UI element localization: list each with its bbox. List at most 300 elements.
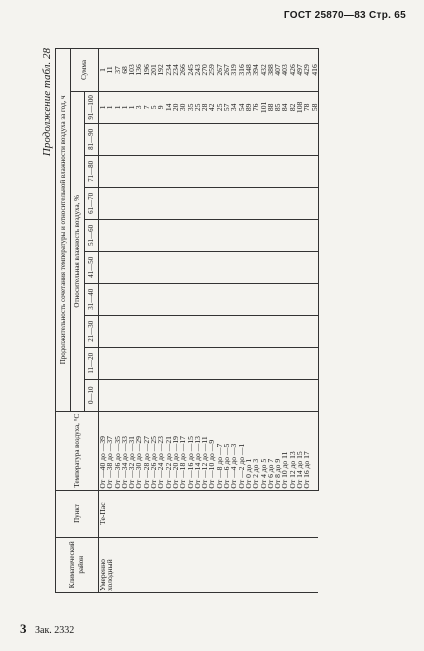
value-cell xyxy=(216,123,223,155)
sum-cell: 429 xyxy=(303,49,310,92)
temperature-cell: От —22 до —21 xyxy=(165,411,172,490)
value-cell xyxy=(238,219,245,251)
value-cell xyxy=(216,251,223,283)
value-cell xyxy=(260,379,267,411)
value-cell xyxy=(128,379,135,411)
value-cell xyxy=(165,219,172,251)
value-cell xyxy=(208,155,215,187)
header-temperature: Температура воздуха, °С xyxy=(56,411,99,490)
sum-cell: 267 xyxy=(223,49,230,92)
value-cell xyxy=(99,251,107,283)
sum-cell: 196 xyxy=(143,49,150,92)
value-cell xyxy=(165,123,172,155)
sum-cell: 394 xyxy=(252,49,259,92)
value-cell xyxy=(223,315,230,347)
value-cell xyxy=(311,347,319,379)
table-continuation-label: Продолжение табл. 28 xyxy=(41,48,53,157)
value-cell xyxy=(143,219,150,251)
value-cell xyxy=(187,155,194,187)
value-cell xyxy=(216,187,223,219)
value-cell: 42 xyxy=(208,91,215,123)
value-cell xyxy=(157,187,164,219)
value-cell xyxy=(281,347,288,379)
value-cell xyxy=(165,283,172,315)
sum-cell: 68 xyxy=(121,49,128,92)
value-cell xyxy=(150,251,157,283)
value-cell xyxy=(194,283,201,315)
value-cell xyxy=(281,187,288,219)
value-cell xyxy=(245,187,252,219)
value-cell xyxy=(281,155,288,187)
page-number: 3 xyxy=(20,621,27,636)
value-cell: 78 xyxy=(303,91,310,123)
header-humidity-range: 51—60 xyxy=(85,219,99,251)
value-cell xyxy=(296,155,303,187)
value-cell xyxy=(179,347,186,379)
value-cell xyxy=(194,379,201,411)
value-cell xyxy=(143,123,150,155)
value-cell xyxy=(143,187,150,219)
value-cell xyxy=(128,347,135,379)
value-cell xyxy=(201,347,208,379)
value-cell: 34 xyxy=(230,91,237,123)
value-cell xyxy=(303,219,310,251)
value-cell xyxy=(194,219,201,251)
value-cell: 76 xyxy=(252,91,259,123)
value-cell xyxy=(303,283,310,315)
temperature-cell: От 0 до 1 xyxy=(245,411,252,490)
sum-cell: 348 xyxy=(245,49,252,92)
value-cell: 101 xyxy=(260,91,267,123)
value-cell xyxy=(303,347,310,379)
value-cell xyxy=(179,379,186,411)
value-cell xyxy=(157,155,164,187)
value-cell xyxy=(179,187,186,219)
value-cell xyxy=(289,219,296,251)
value-cell xyxy=(121,155,128,187)
value-cell: 88 xyxy=(267,91,274,123)
value-cell xyxy=(216,347,223,379)
temperature-cell: От —26 до —25 xyxy=(150,411,157,490)
sum-cell: 432 xyxy=(260,49,267,92)
value-cell xyxy=(311,315,319,347)
value-cell xyxy=(252,187,259,219)
value-cell xyxy=(121,315,128,347)
value-cell xyxy=(187,251,194,283)
value-cell xyxy=(281,283,288,315)
value-cell xyxy=(165,379,172,411)
sum-cell: 316 xyxy=(238,49,245,92)
value-cell xyxy=(157,251,164,283)
value-cell xyxy=(230,379,237,411)
value-cell xyxy=(252,379,259,411)
value-cell xyxy=(114,347,121,379)
value-cell xyxy=(303,379,310,411)
sum-cell: 267 xyxy=(216,49,223,92)
header-humidity-range: 41—50 xyxy=(85,251,99,283)
value-cell xyxy=(106,379,113,411)
value-cell: 28 xyxy=(201,91,208,123)
value-cell xyxy=(187,379,194,411)
value-cell xyxy=(296,251,303,283)
value-cell xyxy=(150,219,157,251)
value-cell xyxy=(208,187,215,219)
header-humidity-range: 61—70 xyxy=(85,187,99,219)
value-cell xyxy=(135,123,142,155)
value-cell xyxy=(216,219,223,251)
rotated-table-block xyxy=(40,48,392,593)
value-cell xyxy=(238,315,245,347)
temperature-cell: От 16 до 17 xyxy=(303,411,310,490)
value-cell xyxy=(187,315,194,347)
value-cell xyxy=(179,283,186,315)
value-cell xyxy=(267,123,274,155)
value-cell xyxy=(114,123,121,155)
value-cell xyxy=(106,283,113,315)
value-cell xyxy=(230,187,237,219)
value-cell xyxy=(296,315,303,347)
sum-cell: 1 xyxy=(99,49,107,92)
sum-cell: 497 xyxy=(296,49,303,92)
value-cell xyxy=(99,123,107,155)
value-cell xyxy=(179,251,186,283)
value-cell xyxy=(187,123,194,155)
header-duration-group: Продолжительность сочетания температуры и относительной влажности воздуха за год, ч xyxy=(56,49,71,412)
sum-cell: 426 xyxy=(289,49,296,92)
value-cell: 14 xyxy=(165,91,172,123)
value-cell xyxy=(99,283,107,315)
value-cell xyxy=(179,123,186,155)
value-cell xyxy=(128,283,135,315)
value-cell xyxy=(274,379,281,411)
value-cell xyxy=(114,155,121,187)
value-cell xyxy=(157,283,164,315)
value-cell xyxy=(252,219,259,251)
value-cell xyxy=(121,283,128,315)
value-cell: 5 xyxy=(150,91,157,123)
sum-cell: 319 xyxy=(230,49,237,92)
header-humidity-range: 81—90 xyxy=(85,123,99,155)
value-cell xyxy=(223,187,230,219)
value-cell xyxy=(303,155,310,187)
value-cell xyxy=(274,283,281,315)
value-cell xyxy=(201,155,208,187)
header-district: Климатический район xyxy=(56,537,99,592)
value-cell xyxy=(303,187,310,219)
value-cell xyxy=(106,315,113,347)
value-cell xyxy=(172,155,179,187)
value-cell: 89 xyxy=(245,91,252,123)
value-cell xyxy=(230,219,237,251)
value-cell xyxy=(165,347,172,379)
value-cell xyxy=(143,347,150,379)
value-cell xyxy=(296,123,303,155)
value-cell xyxy=(238,283,245,315)
value-cell xyxy=(121,347,128,379)
temperature-cell: От 14 до 15 xyxy=(296,411,303,490)
value-cell xyxy=(172,187,179,219)
temperature-cell: От —30 до —29 xyxy=(135,411,142,490)
value-cell xyxy=(172,251,179,283)
temperature-cell: От —4 до —3 xyxy=(230,411,237,490)
value-cell xyxy=(106,251,113,283)
value-cell xyxy=(230,251,237,283)
value-cell xyxy=(245,315,252,347)
value-cell xyxy=(208,315,215,347)
value-cell xyxy=(311,283,319,315)
value-cell xyxy=(106,219,113,251)
value-cell xyxy=(267,219,274,251)
value-cell xyxy=(267,347,274,379)
value-cell xyxy=(223,283,230,315)
value-cell xyxy=(114,379,121,411)
value-cell xyxy=(114,283,121,315)
value-cell xyxy=(289,251,296,283)
value-cell xyxy=(281,123,288,155)
value-cell: 108 xyxy=(296,91,303,123)
sum-cell: 403 xyxy=(281,49,288,92)
sum-cell: 245 xyxy=(187,49,194,92)
value-cell xyxy=(311,123,319,155)
sum-cell: 270 xyxy=(201,49,208,92)
temperature-cell: От —10 до —9 xyxy=(208,411,215,490)
value-cell xyxy=(179,219,186,251)
value-cell xyxy=(311,251,319,283)
value-cell: 1 xyxy=(121,91,128,123)
value-cell xyxy=(223,155,230,187)
value-cell: 1 xyxy=(106,91,113,123)
value-cell xyxy=(135,155,142,187)
value-cell xyxy=(208,123,215,155)
value-cell xyxy=(260,283,267,315)
value-cell xyxy=(267,187,274,219)
value-cell xyxy=(260,315,267,347)
value-cell xyxy=(208,251,215,283)
value-cell xyxy=(274,347,281,379)
value-cell: 25 xyxy=(216,91,223,123)
value-cell xyxy=(150,123,157,155)
value-cell xyxy=(106,187,113,219)
header-humidity-range: 11—20 xyxy=(85,347,99,379)
value-cell xyxy=(179,315,186,347)
value-cell xyxy=(238,251,245,283)
value-cell xyxy=(172,283,179,315)
value-cell: 9 xyxy=(157,91,164,123)
value-cell xyxy=(143,315,150,347)
value-cell xyxy=(165,155,172,187)
sum-cell: 259 xyxy=(208,49,215,92)
value-cell xyxy=(157,123,164,155)
value-cell xyxy=(274,219,281,251)
value-cell xyxy=(128,123,135,155)
value-cell xyxy=(114,219,121,251)
district-cell: Умеренно холодный xyxy=(99,537,319,592)
value-cell xyxy=(187,347,194,379)
value-cell xyxy=(135,315,142,347)
value-cell xyxy=(238,155,245,187)
value-cell xyxy=(157,219,164,251)
value-cell xyxy=(245,123,252,155)
page-footer xyxy=(20,621,74,637)
value-cell xyxy=(245,347,252,379)
value-cell: 57 xyxy=(223,91,230,123)
value-cell xyxy=(121,187,128,219)
value-cell xyxy=(289,283,296,315)
temperature-cell: От —6 до —5 xyxy=(223,411,230,490)
value-cell xyxy=(187,187,194,219)
header-humidity-range: 71—80 xyxy=(85,155,99,187)
value-cell xyxy=(143,251,150,283)
header-humidity-range: 31—40 xyxy=(85,283,99,315)
value-cell xyxy=(281,379,288,411)
value-cell xyxy=(281,251,288,283)
sum-cell: 407 xyxy=(274,49,281,92)
header-humidity-range: 21—30 xyxy=(85,315,99,347)
temperature-cell xyxy=(311,411,319,490)
value-cell xyxy=(172,379,179,411)
temperature-cell: От 4 до 5 xyxy=(260,411,267,490)
value-cell xyxy=(150,315,157,347)
value-cell xyxy=(208,283,215,315)
value-cell xyxy=(252,123,259,155)
climate-table xyxy=(55,48,319,593)
value-cell: 58 xyxy=(311,91,319,123)
value-cell xyxy=(165,315,172,347)
temperature-cell: От 2 до 3 xyxy=(252,411,259,490)
value-cell: 20 xyxy=(172,91,179,123)
value-cell xyxy=(99,379,107,411)
value-cell xyxy=(143,155,150,187)
value-cell xyxy=(245,155,252,187)
temperature-cell: От —16 до —15 xyxy=(187,411,194,490)
value-cell: 54 xyxy=(238,91,245,123)
temperature-cell: От —32 до —31 xyxy=(128,411,135,490)
value-cell xyxy=(252,283,259,315)
value-cell: 30 xyxy=(179,91,186,123)
value-cell xyxy=(216,315,223,347)
value-cell xyxy=(230,155,237,187)
value-cell xyxy=(260,123,267,155)
header-humidity-range: 0—10 xyxy=(85,379,99,411)
value-cell xyxy=(187,219,194,251)
header-point: Пункт xyxy=(56,490,99,537)
temperature-cell: От —12 до —11 xyxy=(201,411,208,490)
value-cell: 85 xyxy=(274,91,281,123)
value-cell xyxy=(121,251,128,283)
value-cell xyxy=(128,315,135,347)
value-cell xyxy=(128,219,135,251)
sum-cell: 37 xyxy=(114,49,121,92)
temperature-cell: От —36 до —35 xyxy=(114,411,121,490)
order-number: Зак. 2332 xyxy=(35,625,75,636)
value-cell xyxy=(245,379,252,411)
value-cell xyxy=(311,187,319,219)
value-cell xyxy=(201,283,208,315)
value-cell xyxy=(216,155,223,187)
value-cell xyxy=(274,315,281,347)
value-cell xyxy=(179,155,186,187)
value-cell xyxy=(114,187,121,219)
value-cell xyxy=(172,347,179,379)
value-cell xyxy=(296,347,303,379)
value-cell xyxy=(245,283,252,315)
sum-cell: 416 xyxy=(311,49,319,92)
value-cell: 7 xyxy=(143,91,150,123)
temperature-cell: От —8 до —7 xyxy=(216,411,223,490)
value-cell xyxy=(260,155,267,187)
value-cell xyxy=(106,347,113,379)
value-cell xyxy=(201,379,208,411)
value-cell xyxy=(150,155,157,187)
value-cell xyxy=(172,123,179,155)
sum-cell: 266 xyxy=(179,49,186,92)
sum-cell: 136 xyxy=(135,49,142,92)
value-cell xyxy=(121,379,128,411)
value-cell xyxy=(194,347,201,379)
value-cell xyxy=(135,283,142,315)
value-cell xyxy=(165,187,172,219)
value-cell xyxy=(121,219,128,251)
value-cell xyxy=(267,379,274,411)
value-cell xyxy=(99,219,107,251)
value-cell xyxy=(157,315,164,347)
value-cell: 1 xyxy=(128,91,135,123)
temperature-cell: От 6 до 7 xyxy=(267,411,274,490)
sum-cell: 192 xyxy=(157,49,164,92)
header-humidity-range: 91—100 xyxy=(85,91,99,123)
value-cell xyxy=(274,155,281,187)
value-cell xyxy=(296,219,303,251)
value-cell: 25 xyxy=(194,91,201,123)
value-cell xyxy=(114,315,121,347)
value-cell xyxy=(267,251,274,283)
value-cell xyxy=(106,155,113,187)
sum-cell: 243 xyxy=(194,49,201,92)
value-cell: 82 xyxy=(289,91,296,123)
sum-cell: 11 xyxy=(106,49,113,92)
value-cell xyxy=(128,187,135,219)
value-cell xyxy=(135,251,142,283)
value-cell xyxy=(230,123,237,155)
value-cell xyxy=(252,315,259,347)
value-cell: 1 xyxy=(99,91,107,123)
value-cell xyxy=(135,379,142,411)
sum-cell: 234 xyxy=(165,49,172,92)
value-cell xyxy=(289,315,296,347)
value-cell xyxy=(135,347,142,379)
value-cell xyxy=(150,187,157,219)
temperature-cell: От —38 до —37 xyxy=(106,411,113,490)
temperature-cell: От —20 до —19 xyxy=(172,411,179,490)
value-cell xyxy=(289,187,296,219)
value-cell xyxy=(252,251,259,283)
value-cell xyxy=(143,283,150,315)
value-cell xyxy=(274,123,281,155)
value-cell xyxy=(289,347,296,379)
value-cell xyxy=(245,251,252,283)
value-cell xyxy=(201,251,208,283)
value-cell xyxy=(230,283,237,315)
sum-cell: 201 xyxy=(150,49,157,92)
temperature-cell: От —28 до —27 xyxy=(143,411,150,490)
value-cell xyxy=(99,187,107,219)
value-cell: 84 xyxy=(281,91,288,123)
value-cell xyxy=(216,283,223,315)
value-cell xyxy=(296,187,303,219)
value-cell xyxy=(311,379,319,411)
value-cell xyxy=(99,155,107,187)
value-cell xyxy=(281,315,288,347)
